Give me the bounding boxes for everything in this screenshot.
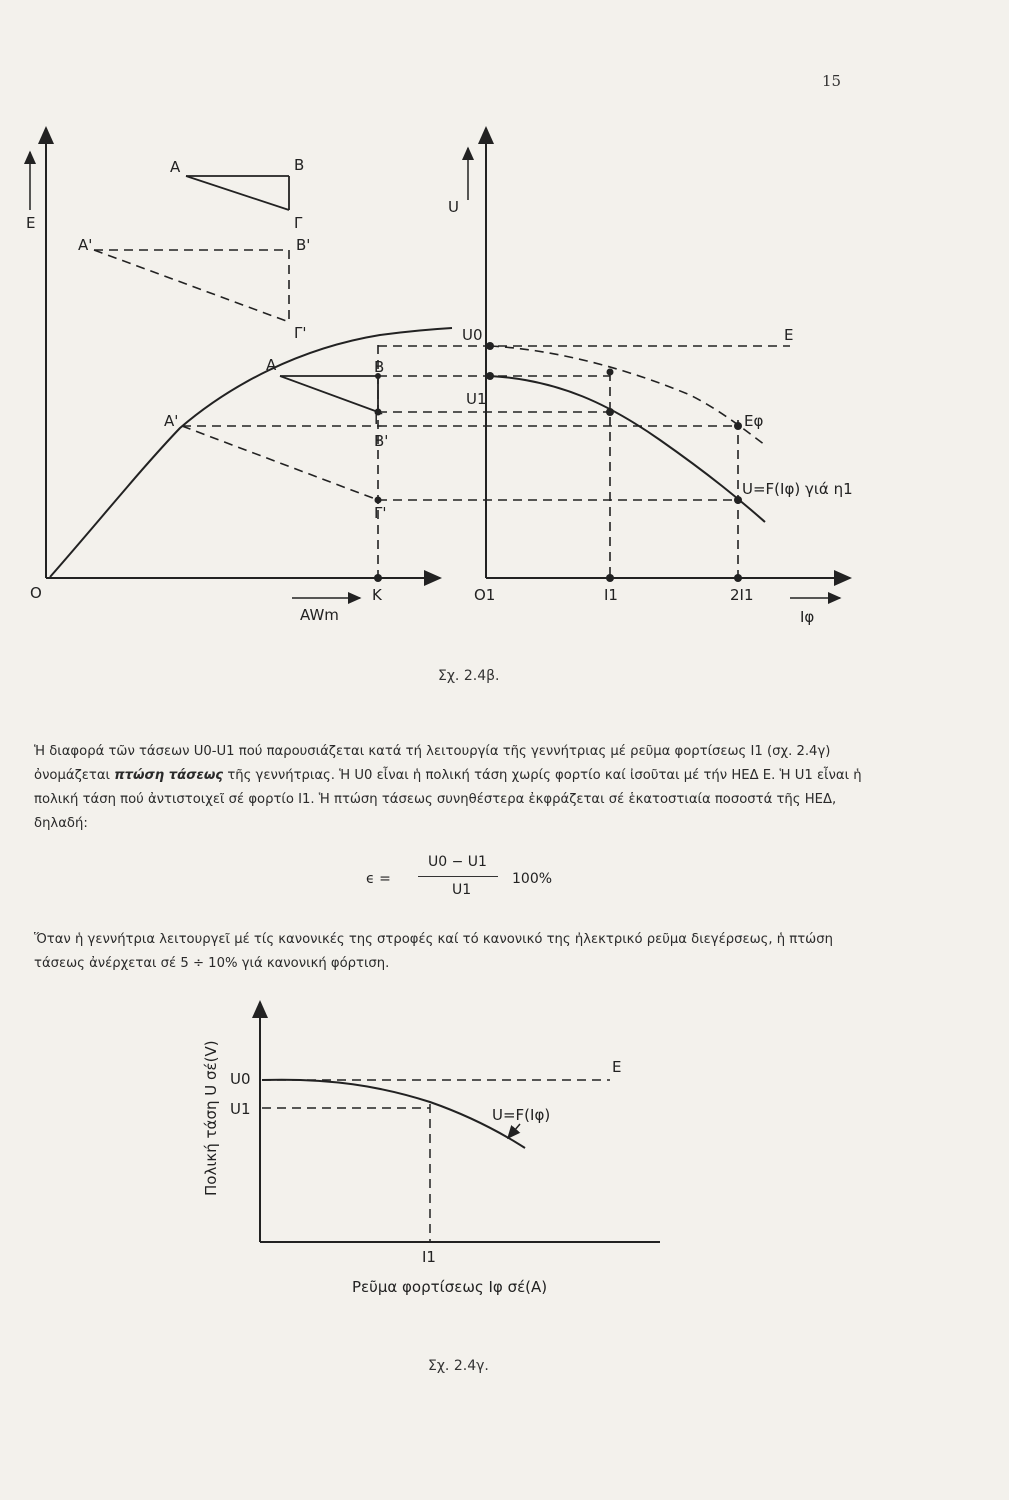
label-origin-o: O [30,584,42,602]
formula-lhs: ϵ = [366,871,391,887]
triangle-curve-ag [280,376,378,412]
g-label-curve: U=F(Iφ) [492,1106,551,1124]
label-a-prime-top: A' [78,236,93,254]
paragraph-2: Ὅταν ἡ γεννήτρια λειτουργεῖ μέ τίς κανονικές της στροφές καί τό κανονικό της ἠλεκτρικό ρεῦμα διεγέρσεως, ἡ πτώση τάσεως ἀνέρχεται σέ 5 ÷ 10% γιά κανονική φόρτιση. [34,932,833,971]
label-curve-right: U=F(Iφ) γιά η1 [742,480,853,498]
label-u1-right: U1 [466,390,487,408]
label-e-phi: Eφ [744,412,764,430]
formula-fraction-bar [418,876,498,877]
g-label-u0: U0 [230,1070,251,1088]
label-e-left: E [26,214,36,232]
g-label-e: E [612,1058,622,1076]
label-u-right: U [448,198,459,216]
g-label-pointer [508,1124,520,1138]
emphasis-voltage-drop: πτώση τάσεως [114,768,224,783]
g-label-u1: U1 [230,1100,251,1118]
paragraph-1: Ἡ διαφορά τῶν τάσεων U0-U1 πού παρουσιάζεται κατά τή λειτουργία τῆς γεννήτριας μέ ρεῦμα φορτίσεως I1 (σχ. 2.4γ) ὀνομάζεται πτώση τάσεως τῆς γεννήτριας. Ἡ U0 εἶναι ἡ πολική τάση χωρίς φορτίο καί ἰσοῦται μέ τήν ΗΕΔ Ε. Ἡ U1 εἶναι ἡ πολική τάση πού ἀντιστοιχεῖ σέ φορτίο I1. Ἡ πτώση τάσεως συνηθέστερα ἐκφράζεται σέ ἑκατοστιαία ποσοστά τῆς ΗΕΔ, δηλαδή: [34,744,862,831]
magnetisation-curve [50,328,452,577]
figure-2-4b [0,0,1009,700]
caption-fig-2-4g: Σχ. 2.4γ. [428,1358,489,1374]
label-e-line: E [784,326,794,344]
label-g-prime-curve: Γ' [374,504,387,522]
label-a-curve: A [266,356,277,374]
triangle-top-ag [186,176,289,210]
label-tick-i1: I1 [604,586,618,604]
voltage-drop-formula [360,852,620,912]
label-g-top: Γ [294,214,303,232]
page-number: 15 [822,72,842,90]
label-b-prime-top: B' [296,236,311,254]
label-tick-2i1: 2I1 [730,586,754,604]
formula-numerator: U0 − U1 [428,854,487,870]
formula-denominator: U1 [452,882,472,898]
figure-2-4g [0,990,1009,1360]
g-y-axis-title: Πολική τάση U σέ(V) [202,1040,220,1196]
label-b-curve: B [374,358,385,376]
g-characteristic-curve [262,1080,525,1148]
caption-fig-2-4b: Σχ. 2.4β. [438,668,500,684]
g-x-axis-title: Ρεῦμα φορτίσεως Iφ σέ(A) [352,1278,548,1296]
label-b-top: B [294,156,305,174]
label-awm: AWm [300,606,339,624]
label-b-prime-curve: B' [374,432,389,450]
label-iphi: Iφ [800,608,815,626]
label-u0-right: U0 [462,326,483,344]
label-g-prime-top: Γ' [294,324,307,342]
label-origin-o1: O1 [474,586,496,604]
label-a-top: A [170,158,181,176]
label-k: K [372,586,382,604]
formula-factor: 100% [512,871,553,887]
label-g-curve: Γ [374,410,383,428]
label-a-prime-curve: A' [164,412,179,430]
g-label-i1: I1 [422,1248,436,1266]
